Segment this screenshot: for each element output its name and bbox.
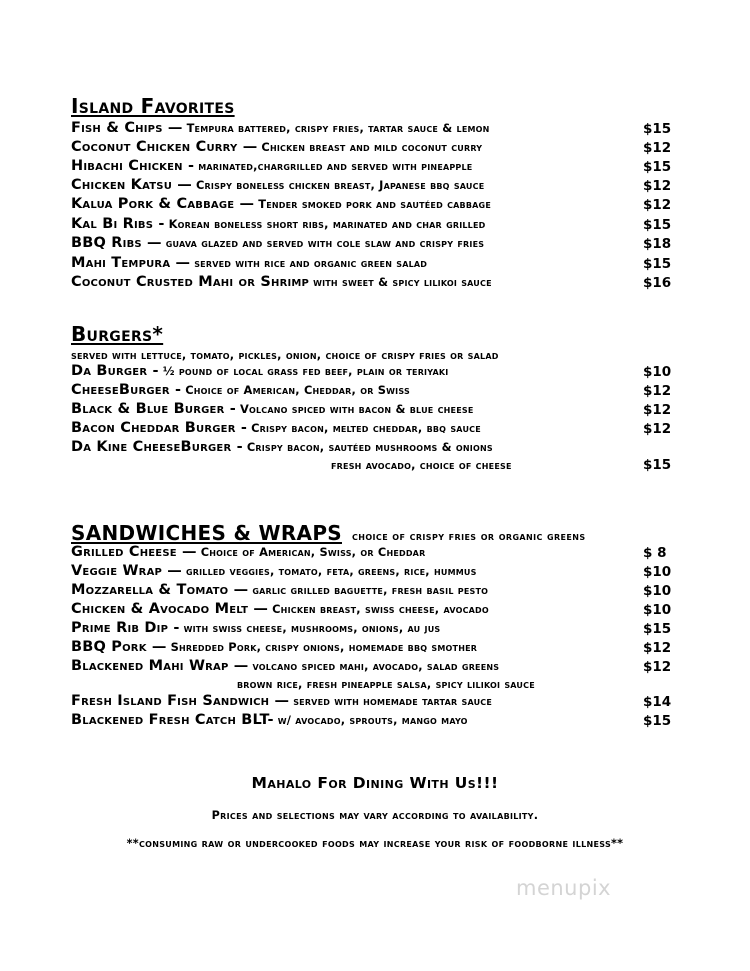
menu-item [71, 712, 468, 731]
item-name: BBQ Pork — [71, 639, 167, 655]
item-desc: garlic grilled baguette, fresh basil pesto [252, 583, 489, 597]
menu-item [71, 658, 499, 677]
menu-item [71, 563, 477, 582]
menu-item [71, 582, 488, 601]
burgers-heading: Burgers* [71, 322, 164, 346]
item-name: Chicken Katsu — [71, 177, 192, 193]
item-name: Da Burger - [71, 363, 159, 379]
item-price: $15 [643, 457, 672, 473]
item-name: Bacon Cheddar Burger - [71, 420, 248, 436]
item-desc: Crispy boneless chicken breast, Japanese bbq sauce [195, 178, 485, 192]
item-desc: served with rice and organic green salad [194, 256, 428, 270]
menu-item [71, 601, 489, 620]
prices-note: Prices and selections may vary according to availability. [211, 809, 539, 822]
item-name: Veggie Wrap — [71, 563, 182, 579]
item-desc: Choice of American, Swiss, or Cheddar [200, 545, 426, 559]
item-name: Da Kine CheeseBurger - [71, 439, 243, 455]
item-name: Kalua Pork & Cabbage — [71, 196, 255, 212]
item-price: $16 [643, 275, 672, 291]
item-name: Mozzarella & Tomato — [71, 582, 249, 598]
item-desc: ½ pound of local grass fed beef, plain or teriyaki [162, 364, 449, 378]
menu-item [71, 420, 481, 439]
sandwiches-note: choice of crispy fries or organic greens [351, 530, 586, 543]
island-favorites-heading: Island Favorites [71, 94, 235, 118]
menu-item [71, 274, 492, 293]
item-name: Fresh Island Fish Sandwich — [71, 693, 290, 709]
menu-item [71, 382, 410, 401]
menu-item [71, 196, 491, 215]
menu-item [71, 177, 484, 196]
item-price: $15 [643, 121, 672, 137]
item-name: BBQ Ribs — [71, 235, 162, 251]
item-price: $12 [643, 383, 672, 399]
item-price: $15 [643, 713, 672, 729]
item-desc: Korean boneless short ribs, marinated and char grilled [168, 217, 486, 231]
item-name: Black & Blue Burger - [71, 401, 236, 417]
item-price: $18 [643, 236, 672, 252]
item-name: Coconut Crusted Mahi or Shrimp [71, 274, 310, 290]
item-desc-continued: brown rice, fresh pineapple salsa, spicy lilikoi sauce [237, 677, 535, 691]
menu-item [71, 363, 448, 382]
item-name: Hibachi Chicken - [71, 158, 195, 174]
item-desc: w/ avocado, sprouts, mango mayo [277, 713, 468, 727]
item-desc: grilled veggies, tomato, feta, greens, rice, hummus [185, 564, 477, 578]
item-price: $15 [643, 217, 672, 233]
item-name: Blackened Fresh Catch BLT- [71, 712, 274, 728]
item-desc: volcano spiced mahi, avocado, salad greens [252, 659, 500, 673]
item-price: $12 [643, 140, 672, 156]
item-desc-continued: fresh avocado, choice of cheese [331, 458, 512, 472]
item-price: $15 [643, 621, 672, 637]
thanks-message: Mahalo For Dining With Us!!! [251, 774, 499, 792]
item-name: Fish & Chips — [71, 120, 183, 136]
item-price: $10 [643, 364, 672, 380]
consumer-warning: **consuming raw or undercooked foods may increase your risk of foodborne illness** [126, 837, 624, 850]
menu-item [71, 401, 474, 420]
item-desc: Choice of American, Cheddar, or Swiss [185, 383, 410, 397]
item-price: $10 [643, 564, 672, 580]
item-price: $14 [643, 694, 672, 710]
item-desc: Tempura battered, crispy fries, tartar sauce & lemon [186, 121, 490, 135]
item-name: Mahi Tempura — [71, 255, 191, 271]
item-desc: with sweet & spicy lilikoi sauce [313, 275, 492, 289]
item-desc: Crispy bacon, melted cheddar, bbq sauce [251, 421, 481, 435]
item-name: Grilled Cheese — [71, 544, 197, 560]
menu-item [71, 158, 472, 177]
watermark: menupix [516, 876, 612, 900]
item-desc: served with homemade tartar sauce [293, 694, 493, 708]
menu-item [71, 139, 482, 158]
menu-item [71, 255, 427, 274]
sandwiches-title: SANDWICHES & WRAPS [71, 521, 342, 545]
item-name: Kal Bi Ribs - [71, 216, 165, 232]
item-price: $15 [643, 159, 672, 175]
item-desc: Volcano spiced with bacon & blue cheese [239, 402, 474, 416]
item-desc: with swiss cheese, mushrooms, onions, au jus [183, 621, 441, 635]
item-desc: marinated,chargrilled and served with pineapple [198, 159, 473, 173]
item-desc: Chicken breast and mild coconut curry [261, 140, 483, 154]
item-name: CheeseBurger - [71, 382, 182, 398]
menu-item [71, 639, 477, 658]
item-price: $12 [643, 421, 672, 437]
item-price: $10 [643, 583, 672, 599]
item-price: $12 [643, 640, 672, 656]
menu-item [71, 120, 490, 139]
menu-item [71, 235, 484, 254]
item-price: $ 8 [643, 545, 667, 561]
burgers-note: served with lettuce, tomato, pickles, onion, choice of crispy fries or salad [71, 348, 499, 362]
menu-item [71, 693, 492, 712]
menu-item [71, 216, 485, 235]
item-name: Blackened Mahi Wrap — [71, 658, 249, 674]
item-name: Coconut Chicken Curry — [71, 139, 258, 155]
menu-item [71, 439, 493, 458]
item-price: $10 [643, 602, 672, 618]
item-name: Prime Rib Dip - [71, 620, 180, 636]
item-price: $12 [643, 402, 672, 418]
item-price: $12 [643, 178, 672, 194]
sandwiches-heading [71, 521, 586, 545]
menu-item [71, 620, 440, 639]
item-desc: Shredded Pork, crispy onions, homemade bbq smother [170, 640, 478, 654]
item-desc: Tender smoked pork and sautéed cabbage [258, 197, 491, 211]
item-price: $15 [643, 256, 672, 272]
item-desc: Crispy bacon, sautéed mushrooms & onions [246, 440, 493, 454]
item-price: $12 [643, 197, 672, 213]
menu-item [71, 544, 425, 563]
item-desc: Chicken breast, swiss cheese, avocado [272, 602, 489, 616]
item-price: $12 [643, 659, 672, 675]
item-desc: guava glazed and served with cole slaw and crispy fries [165, 236, 485, 250]
item-name: Chicken & Avocado Melt — [71, 601, 269, 617]
